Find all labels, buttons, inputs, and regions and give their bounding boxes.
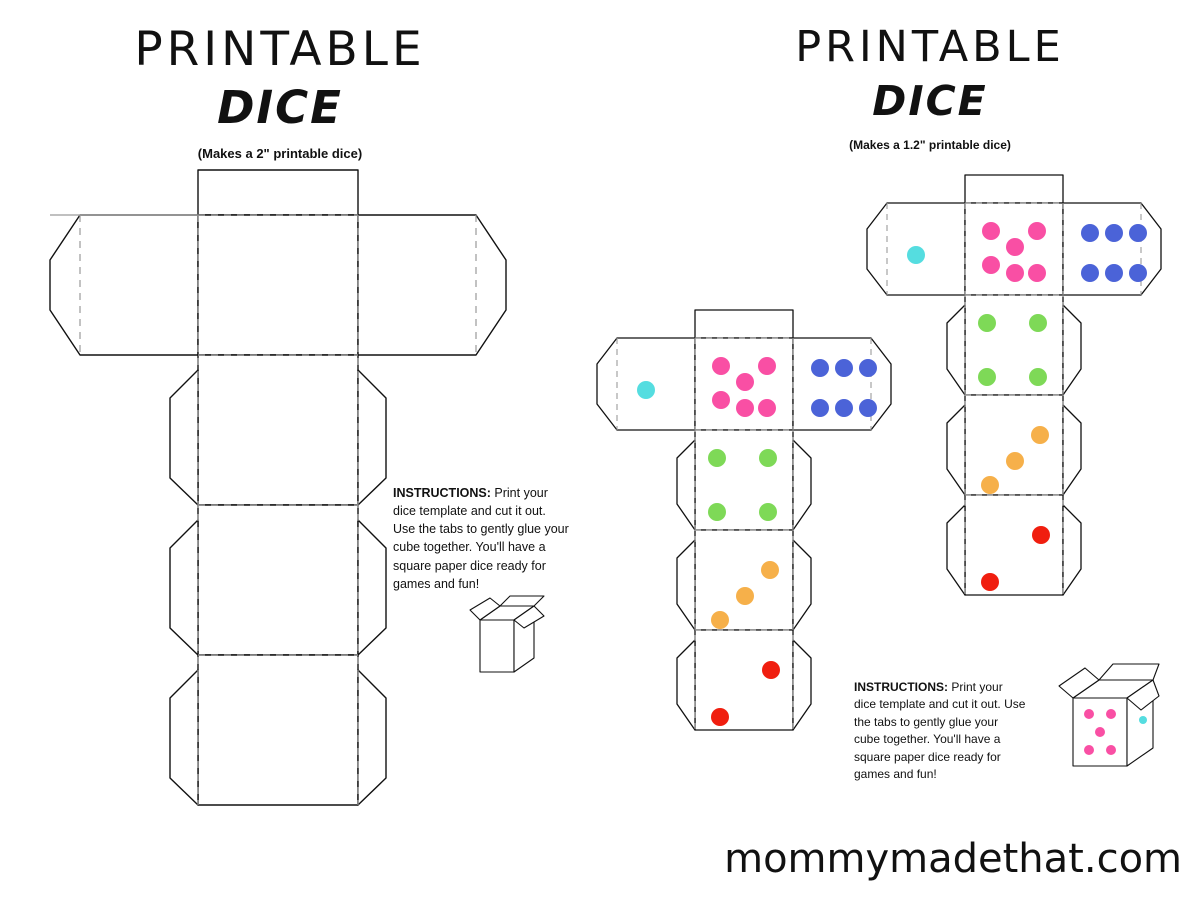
cube-pip-group-cyan	[1139, 716, 1147, 724]
left-title-main: PRINTABLE	[134, 22, 426, 77]
right-title-note: (Makes a 1.2" printable dice)	[849, 138, 1011, 152]
instructions-right	[854, 679, 1026, 783]
instructions-right-label: INSTRUCTIONS:	[854, 680, 948, 694]
left-title-block	[40, 22, 520, 161]
cube-illustration-colored	[1055, 640, 1165, 780]
right-title-block	[710, 22, 1150, 152]
instructions-left-text: Print your dice template and cut it out. Use the tabs to gently glue your cube together. You'll have a square paper dice ready for games and fun!	[393, 486, 569, 591]
instructions-right-text: Print your dice template and cut it out. Use the tabs to gently glue your cube together. You'll have a square paper dice ready for games and fun!	[854, 680, 1026, 781]
cube-illustration-blank	[466, 588, 546, 684]
instructions-left	[393, 484, 571, 593]
right-title-main: PRINTABLE	[795, 22, 1065, 72]
dice-net-colored-small	[845, 165, 1195, 635]
pip-group-one-cyan	[907, 246, 925, 264]
left-title-note: (Makes a 2" printable dice)	[197, 146, 363, 161]
right-title-sub: DICE	[872, 77, 988, 125]
left-title-sub: DICE	[217, 81, 343, 134]
site-footer: mommymadethat.com	[724, 836, 1182, 882]
pip-group-one-cyan	[637, 381, 655, 399]
instructions-left-label: INSTRUCTIONS:	[393, 486, 491, 500]
